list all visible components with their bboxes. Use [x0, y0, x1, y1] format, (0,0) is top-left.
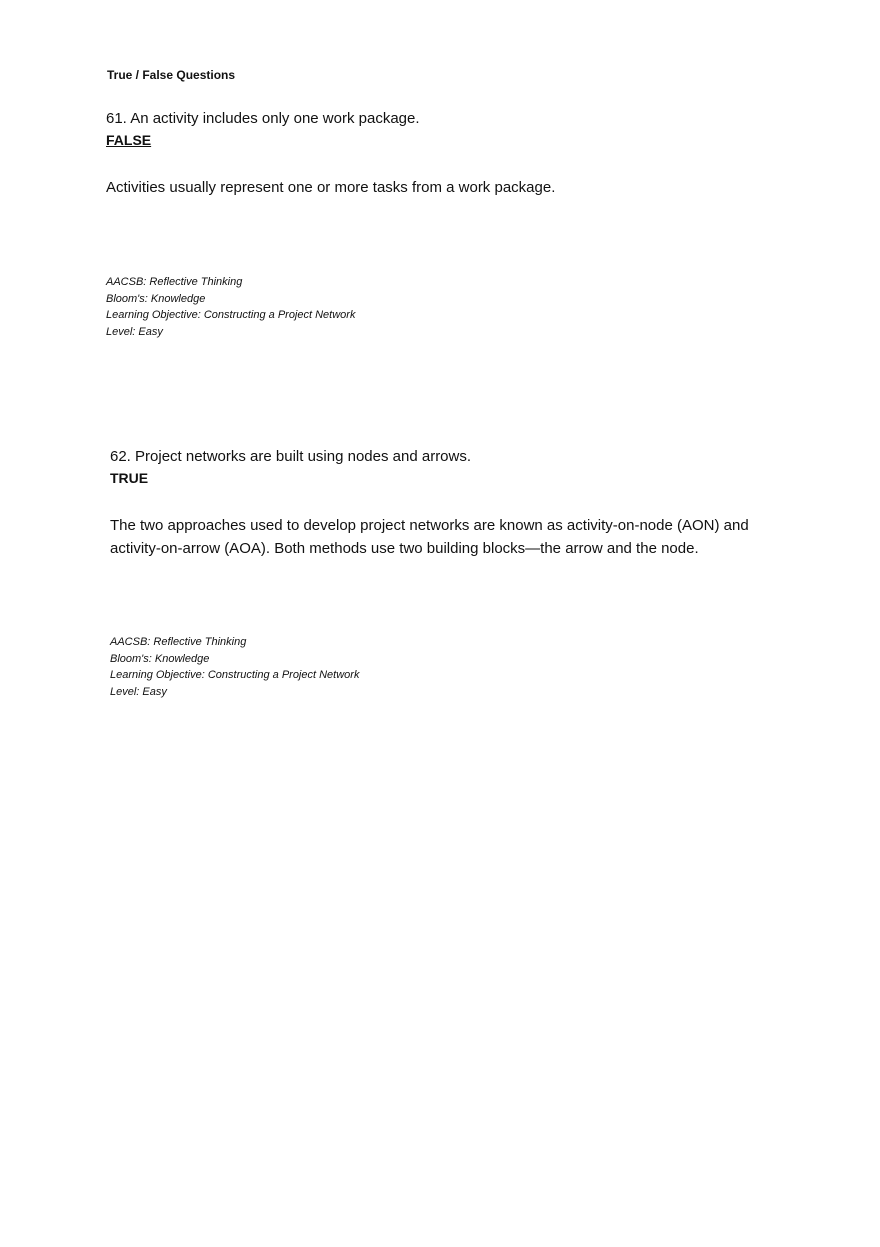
explanation: Activities usually represent one or more tasks from a work package.	[106, 179, 556, 196]
learning-objective: Learning Objective: Constructing a Project Network	[110, 669, 360, 682]
question-text: 62. Project networks are built using nodes and arrows.	[110, 448, 472, 465]
question-62	[110, 446, 770, 560]
difficulty-level: Level: Easy	[110, 685, 167, 698]
learning-objective: Learning Objective: Constructing a Project Network	[106, 309, 356, 322]
question-61	[106, 108, 766, 199]
question-62-metadata	[110, 634, 359, 700]
section-title: True / False Questions	[107, 68, 236, 82]
difficulty-level: Level: Easy	[106, 325, 163, 338]
question-text: 61. An activity includes only one work package.	[106, 110, 420, 127]
explanation: The two approaches used to develop project networks are known as activity-on-node (AON) and activity-on-arrow (AOA). Both methods use two building blocks—the arrow and the node.	[110, 517, 749, 557]
aacsb-tag: AACSB: Reflective Thinking	[106, 276, 243, 288]
blooms-tag: Bloom's: Knowledge	[106, 292, 206, 305]
blooms-tag: Bloom's: Knowledge	[110, 652, 210, 665]
answer: TRUE	[110, 470, 149, 486]
aacsb-tag: AACSB: Reflective Thinking	[110, 636, 247, 648]
question-61-metadata	[106, 274, 355, 340]
answer: FALSE	[106, 132, 152, 148]
